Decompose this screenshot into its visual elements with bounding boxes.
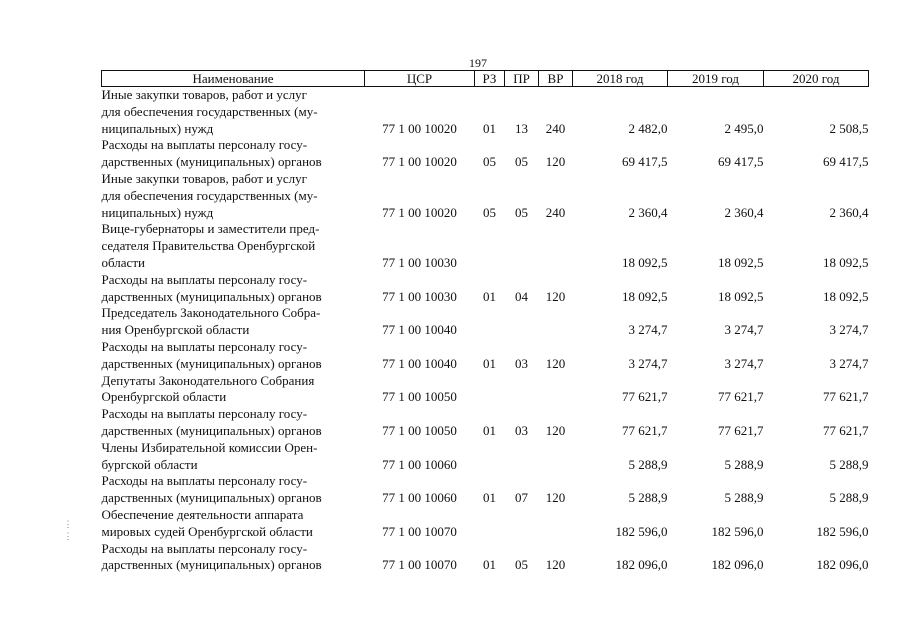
row-y2018-cell: 2 360,4 [628, 204, 668, 220]
row-y2018-cell: 3 274,7 [628, 355, 668, 371]
row-name-line: седателя Правительства Оренбургской [101, 238, 316, 254]
row-y2020-cell: 182 596,0 [816, 523, 869, 539]
row-vr-cell: 240 [545, 120, 566, 136]
row-pr-cell [505, 507, 539, 541]
row-pr-cell [505, 305, 539, 339]
row-name-line: ниципальных) нужд [101, 204, 214, 220]
row-pr-cell: 04 [515, 288, 528, 304]
row-name-cell [102, 406, 365, 440]
row-pr-cell: 05 [515, 154, 528, 170]
row-pr-cell: 03 [515, 355, 528, 371]
row-csr-cell: 77 1 00 10070 [382, 523, 457, 539]
row-y2018-cell: 77 621,7 [622, 422, 668, 438]
table-row [102, 339, 869, 373]
row-name-line: бургской области [101, 456, 198, 472]
row-name-line: Члены Избирательной комиссии Орен- [101, 439, 318, 455]
column-header-csr: ЦСР [365, 71, 475, 87]
row-csr-cell: 77 1 00 10060 [382, 490, 457, 506]
row-y2020-cell: 77 621,7 [823, 422, 869, 438]
row-name-line: Вице-губернаторы и заместители пред- [101, 221, 320, 237]
column-header-2018: 2018 год [573, 71, 668, 87]
row-name-line: ниципальных) нужд [101, 120, 214, 136]
row-y2018-cell: 77 621,7 [622, 389, 668, 405]
row-rz-cell: 01 [483, 288, 496, 304]
row-y2019-cell: 182 596,0 [711, 523, 764, 539]
row-y2018-cell: 182 096,0 [615, 557, 668, 573]
row-name-line: Депутаты Законодательного Собрания [101, 372, 315, 388]
row-name-line: Обеспечение деятельности аппарата [101, 506, 304, 522]
row-pr-cell: 03 [515, 422, 528, 438]
row-name-line: дарственных (муниципальных) органов [101, 154, 322, 170]
row-name-line: Расходы на выплаты персоналу госу- [101, 271, 308, 287]
row-name-line: дарственных (муниципальных) органов [101, 557, 322, 573]
row-vr-cell [539, 373, 573, 407]
column-header-2020: 2020 год [764, 71, 869, 87]
row-csr-cell: 77 1 00 10040 [382, 322, 457, 338]
row-name-line: дарственных (муниципальных) органов [101, 355, 322, 371]
row-y2020-cell: 3 274,7 [829, 355, 869, 371]
row-name-line: области [101, 254, 145, 270]
row-name-line: Иные закупки товаров, работ и услуг [101, 170, 307, 186]
table-body [102, 87, 869, 575]
row-csr-cell: 77 1 00 10050 [382, 389, 457, 405]
row-rz-cell: 05 [483, 154, 496, 170]
row-csr-cell: 77 1 00 10030 [382, 254, 457, 270]
row-rz-cell: 05 [483, 204, 496, 220]
row-y2018-cell: 3 274,7 [628, 322, 668, 338]
row-y2019-cell: 5 288,9 [724, 456, 764, 472]
row-y2019-cell: 2 495,0 [724, 120, 764, 136]
row-rz-cell [475, 221, 505, 271]
row-y2019-cell: 69 417,5 [718, 154, 764, 170]
row-pr-cell [505, 221, 539, 271]
row-csr-cell: 77 1 00 10070 [382, 557, 457, 573]
table-row [102, 171, 869, 221]
row-rz-cell [475, 305, 505, 339]
row-y2018-cell: 5 288,9 [628, 456, 668, 472]
table-row [102, 272, 869, 306]
row-y2019-cell: 3 274,7 [724, 355, 764, 371]
row-vr-cell: 120 [545, 154, 566, 170]
row-name-line: мировых судей Оренбургской области [101, 523, 313, 539]
row-y2020-cell: 77 621,7 [823, 389, 869, 405]
row-pr-cell [505, 440, 539, 474]
row-y2019-cell: 77 621,7 [718, 389, 764, 405]
row-name-line: для обеспечения государственных (му- [101, 187, 318, 203]
row-vr-cell: 120 [545, 288, 566, 304]
row-vr-cell [539, 440, 573, 474]
row-pr-cell: 05 [515, 557, 528, 573]
row-rz-cell: 01 [483, 557, 496, 573]
row-y2020-cell: 5 288,9 [829, 490, 869, 506]
row-pr-cell: 13 [515, 120, 528, 136]
column-header-2019: 2019 год [668, 71, 764, 87]
row-rz-cell: 01 [483, 120, 496, 136]
column-header-rz: РЗ [475, 71, 505, 87]
row-vr-cell [539, 305, 573, 339]
table-row [102, 507, 869, 541]
row-y2018-cell: 69 417,5 [622, 154, 668, 170]
row-name-line: для обеспечения государственных (му- [101, 103, 318, 119]
row-name-cell [102, 373, 365, 407]
row-y2020-cell: 2 360,4 [829, 204, 869, 220]
row-csr-cell: 77 1 00 10040 [382, 355, 457, 371]
row-csr-cell: 77 1 00 10030 [382, 288, 457, 304]
row-rz-cell [475, 507, 505, 541]
row-vr-cell [539, 221, 573, 271]
margin-scan-marks: ⋮ ⋮ [63, 519, 73, 541]
row-name-line: Председатель Законодательного Собра- [101, 305, 321, 321]
row-name-line: Оренбургской области [101, 389, 227, 405]
row-name-line: дарственных (муниципальных) органов [101, 288, 322, 304]
row-y2020-cell: 3 274,7 [829, 322, 869, 338]
row-y2019-cell: 18 092,5 [718, 288, 764, 304]
page-number: 197 [469, 56, 487, 70]
row-name-cell [102, 87, 365, 138]
row-name-line: Расходы на выплаты персоналу госу- [101, 540, 308, 556]
row-y2020-cell: 2 508,5 [829, 120, 869, 136]
row-y2020-cell: 18 092,5 [823, 254, 869, 270]
row-vr-cell: 120 [545, 355, 566, 371]
row-pr-cell: 07 [515, 490, 528, 506]
row-rz-cell: 01 [483, 490, 496, 506]
row-y2020-cell: 69 417,5 [823, 154, 869, 170]
row-vr-cell: 120 [545, 422, 566, 438]
table-row [102, 221, 869, 271]
row-rz-cell: 01 [483, 355, 496, 371]
row-name-line: Расходы на выплаты персоналу госу- [101, 473, 308, 489]
table-row [102, 440, 869, 474]
budget-table [101, 70, 869, 574]
row-vr-cell: 240 [545, 204, 566, 220]
row-y2018-cell: 182 596,0 [615, 523, 668, 539]
table-row [102, 305, 869, 339]
table-row [102, 541, 869, 575]
table-row [102, 473, 869, 507]
row-y2019-cell: 5 288,9 [724, 490, 764, 506]
row-name-cell [102, 305, 365, 339]
row-pr-cell [505, 373, 539, 407]
row-y2018-cell: 2 482,0 [628, 120, 668, 136]
row-y2019-cell: 18 092,5 [718, 254, 764, 270]
table-row [102, 373, 869, 407]
row-y2018-cell: 18 092,5 [622, 254, 668, 270]
table-header-row [102, 71, 869, 87]
row-name-cell [102, 171, 365, 221]
row-vr-cell: 120 [545, 490, 566, 506]
row-csr-cell: 77 1 00 10020 [382, 120, 457, 136]
row-y2018-cell: 18 092,5 [622, 288, 668, 304]
row-name-cell [102, 137, 365, 171]
row-y2020-cell: 18 092,5 [823, 288, 869, 304]
row-csr-cell: 77 1 00 10020 [382, 204, 457, 220]
row-y2019-cell: 2 360,4 [724, 204, 764, 220]
row-y2018-cell: 5 288,9 [628, 490, 668, 506]
row-csr-cell: 77 1 00 10020 [382, 154, 457, 170]
row-y2019-cell: 77 621,7 [718, 422, 764, 438]
row-name-cell [102, 339, 365, 373]
row-csr-cell: 77 1 00 10050 [382, 422, 457, 438]
row-name-cell [102, 272, 365, 306]
row-name-cell [102, 221, 365, 271]
row-name-line: Иные закупки товаров, работ и услуг [101, 87, 307, 102]
row-name-line: Расходы на выплаты персоналу госу- [101, 137, 308, 153]
row-vr-cell: 120 [545, 557, 566, 573]
row-y2019-cell: 182 096,0 [711, 557, 764, 573]
row-name-cell [102, 507, 365, 541]
row-rz-cell [475, 373, 505, 407]
table-row [102, 137, 869, 171]
row-name-cell [102, 541, 365, 575]
column-header-vr: ВР [539, 71, 573, 87]
row-name-line: Расходы на выплаты персоналу госу- [101, 406, 308, 422]
table-row [102, 406, 869, 440]
row-pr-cell: 05 [515, 204, 528, 220]
column-header-name: Наименование [102, 71, 365, 87]
row-name-line: Расходы на выплаты персоналу госу- [101, 338, 308, 354]
row-csr-cell: 77 1 00 10060 [382, 456, 457, 472]
row-name-cell [102, 473, 365, 507]
row-y2020-cell: 182 096,0 [816, 557, 869, 573]
row-name-cell [102, 440, 365, 474]
column-header-pr: ПР [505, 71, 539, 87]
row-name-line: дарственных (муниципальных) органов [101, 422, 322, 438]
row-y2019-cell: 3 274,7 [724, 322, 764, 338]
table-row [102, 87, 869, 138]
row-vr-cell [539, 507, 573, 541]
row-y2020-cell: 5 288,9 [829, 456, 869, 472]
row-rz-cell: 01 [483, 422, 496, 438]
row-rz-cell [475, 440, 505, 474]
row-name-line: дарственных (муниципальных) органов [101, 490, 322, 506]
row-name-line: ния Оренбургской области [101, 322, 250, 338]
